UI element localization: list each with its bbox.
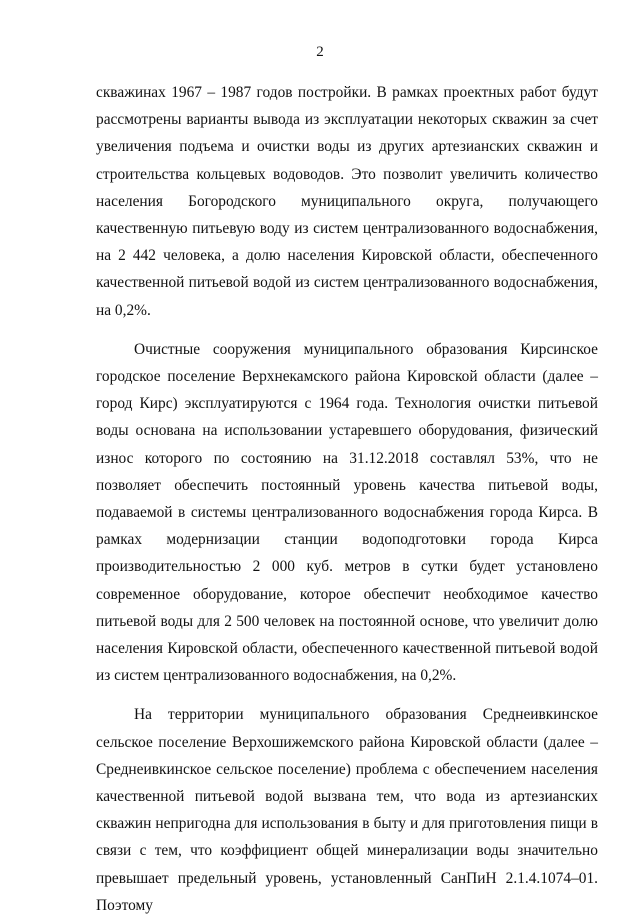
document-body xyxy=(96,79,598,919)
paragraph-sredneivkinskoe-settlement: На территории муниципального образования Среднеивкинское сельское поселение Верхошижемского района Кировской области (далее – Среднеивкинское сельское поселение) проблема с обеспечением населения качественной питьевой водой вызвана тем, что вода из артезианских скважин непригодна для использования в быту и для приготовления пищи в связи с тем, что коэффициент общей минерализации воды значительно превышает предельный уровень, установленный СанПиН 2.1.4.1074–01. Поэтому xyxy=(96,706,598,914)
paragraph-kirs-treatment-plant: Очистные сооружения муниципального образования Кирсинское городское поселение Верхнекамского района Кировской области (далее – город Кирс) эксплуатируются с 1964 года. Технология очистки питьевой воды основана на использовании устаревшего оборудования, физический износ которого по состоянию на 31.12.2018 составлял 53%, что не позволяет обеспечить постоянный уровень качества питьевой воды, подаваемой в системы централизованного водоснабжения города Кирса. В рамках модернизации станции водоподготовки города Кирса производительностью 2 000 куб. метров в сутки будет установлено современное оборудование, которое обеспечит необходимое качество питьевой воды для 2 500 человек на постоянной основе, что увеличит долю населения Кировской области, обеспеченного качественной питьевой водой из систем централизованного водоснабжения, на 0,2%. xyxy=(96,340,598,685)
page-number: 2 xyxy=(316,44,324,60)
paragraph-continuation: скважинах 1967 – 1987 годов постройки. В рамках проектных работ будут рассмотрены варианты вывода из эксплуатации некоторых скважин за счет увеличения подъема и очистки воды из других артезианских скважин и строительства кольцевых водоводов. Это позволит увеличить количество населения Богородского муниципального округа, получающего качественную питьевую воду из систем централизованного водоснабжения, на 2 442 человека, а долю населения Кировской области, обеспеченного качественной питьевой водой из систем централизованного водоснабжения, на 0,2%. xyxy=(96,84,598,319)
